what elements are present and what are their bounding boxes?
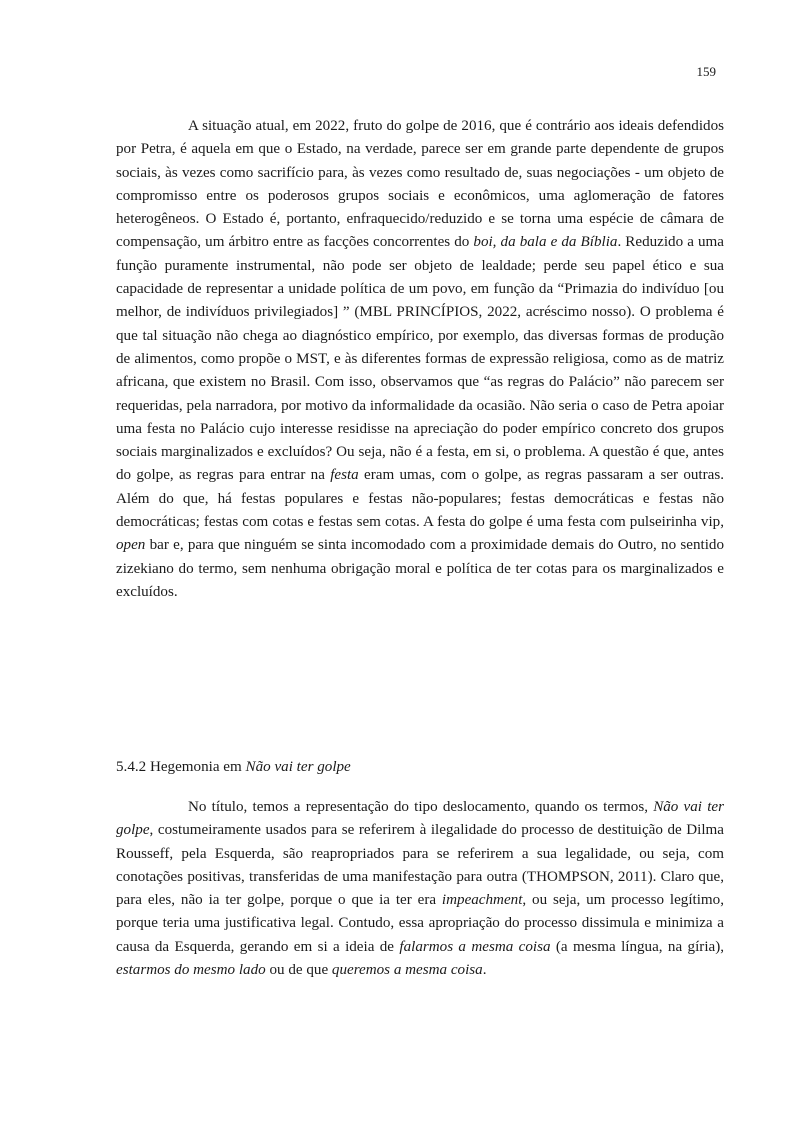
text-segment: bar e, para que ninguém se sinta incomodado com a proximidade demais do Outro, no sentido zizekiano do termo, sem nenhuma obrigação moral e política de ter cotas para os marginalizados e excluídos. bbox=[116, 537, 724, 600]
text-segment: , ou seja, um processo legítimo, porque teria uma justificativa legal. Contudo, essa apropriação do processo dissimula e minimiza a causa da Esquerda, gerando em si a ideia de bbox=[116, 892, 724, 955]
italic-text-segment: Não vai ter golpe bbox=[116, 799, 724, 839]
text-segment: A situação atual, em 2022, fruto do golpe de 2016, que é contrário aos ideais defendidos por Petra, é aquela em que o Estado, na verdade, parece ser em grande parte dependente de grupos sociais, às vezes como sacrifício para, às vezes como resultado de, suas negociações - um objeto de compromisso entre os poderosos grupos sociais e econômicos, uma aglomeração de fatores heterogêneos. O Estado é, portanto, enfraquecido/reduzido e se torna uma espécie de câmara de compensação, um árbitro entre as facções concorrentes do bbox=[116, 118, 724, 251]
section-heading bbox=[116, 756, 351, 779]
italic-text-segment: boi, da bala e da Bíblia bbox=[473, 234, 618, 251]
italic-text-segment: queremos a mesma coisa bbox=[331, 962, 483, 979]
section-heading-title: Não vai ter golpe bbox=[245, 759, 351, 775]
section-heading-prefix: 5.4.2 Hegemonia em bbox=[116, 759, 246, 775]
italic-text-segment: impeachment bbox=[441, 892, 523, 909]
text-segment: . Reduzido a uma função puramente instrumental, não pode ser objeto de lealdade; perde seu papel ético e sua capacidade de representar a unidade política de um povo, em função da “Primazia do indivíduo [ou melhor, de indivíduos privilegiados] ” (MBL PRINCÍPIOS, 2022, acréscimo nosso). O problema é que tal situação não chega ao diagnóstico empírico, por exemplo, das diversas formas de produção de alimentos, como propõe o MST, e às diferentes formas de expressão religiosa, como as de matriz africana, que existem no Brasil. Com isso, observamos que “as regras do Palácio” não parecem ser requeridas, pela narradora, por motivo da informalidade da ocasião. Não seria o caso de Petra apoiar uma festa no Palácio cujo interesse residisse na apreciação do poder empírico concreto dos grupos sociais marginalizados e excluídos? Ou seja, não é a festa, em si, o problema. A questão é que, antes do golpe, as regras para entrar na bbox=[116, 234, 724, 484]
body-paragraph-1 bbox=[116, 115, 724, 604]
italic-text-segment: estarmos do mesmo lado bbox=[116, 962, 266, 979]
text-segment: ou de que bbox=[265, 962, 332, 979]
body-paragraph-2 bbox=[116, 796, 724, 982]
text-segment: . bbox=[482, 962, 487, 979]
text-segment: , costumeiramente usados para se referirem à ilegalidade do processo de destituição de Dilma Rousseff, pela Esquerda, são reapropriados para se referirem a sua legalidade, ou seja, com conotações positivas, transferidas de uma manifestação para outra (THOMPSON, 2011). Claro que, para eles, não ia ter golpe, porque o que ia ter era bbox=[116, 822, 724, 909]
text-segment: No título, temos a representação do tipo deslocamento, quando os termos, bbox=[188, 799, 654, 815]
page-number: 159 bbox=[696, 64, 716, 79]
text-segment: eram umas, com o golpe, as regras passaram a ser outras. Além do que, há festas populares e festas não-populares; festas democráticas e festas não democráticas; festas com cotas e festas sem cotas. A festa do golpe é uma festa com pulseirinha vip, bbox=[116, 467, 725, 531]
italic-text-segment: falarmos a mesma coisa bbox=[399, 938, 551, 955]
italic-text-segment: festa bbox=[330, 467, 359, 484]
text-segment: (a mesma língua, na gíria), bbox=[550, 938, 725, 955]
italic-text-segment: open bbox=[116, 537, 146, 554]
